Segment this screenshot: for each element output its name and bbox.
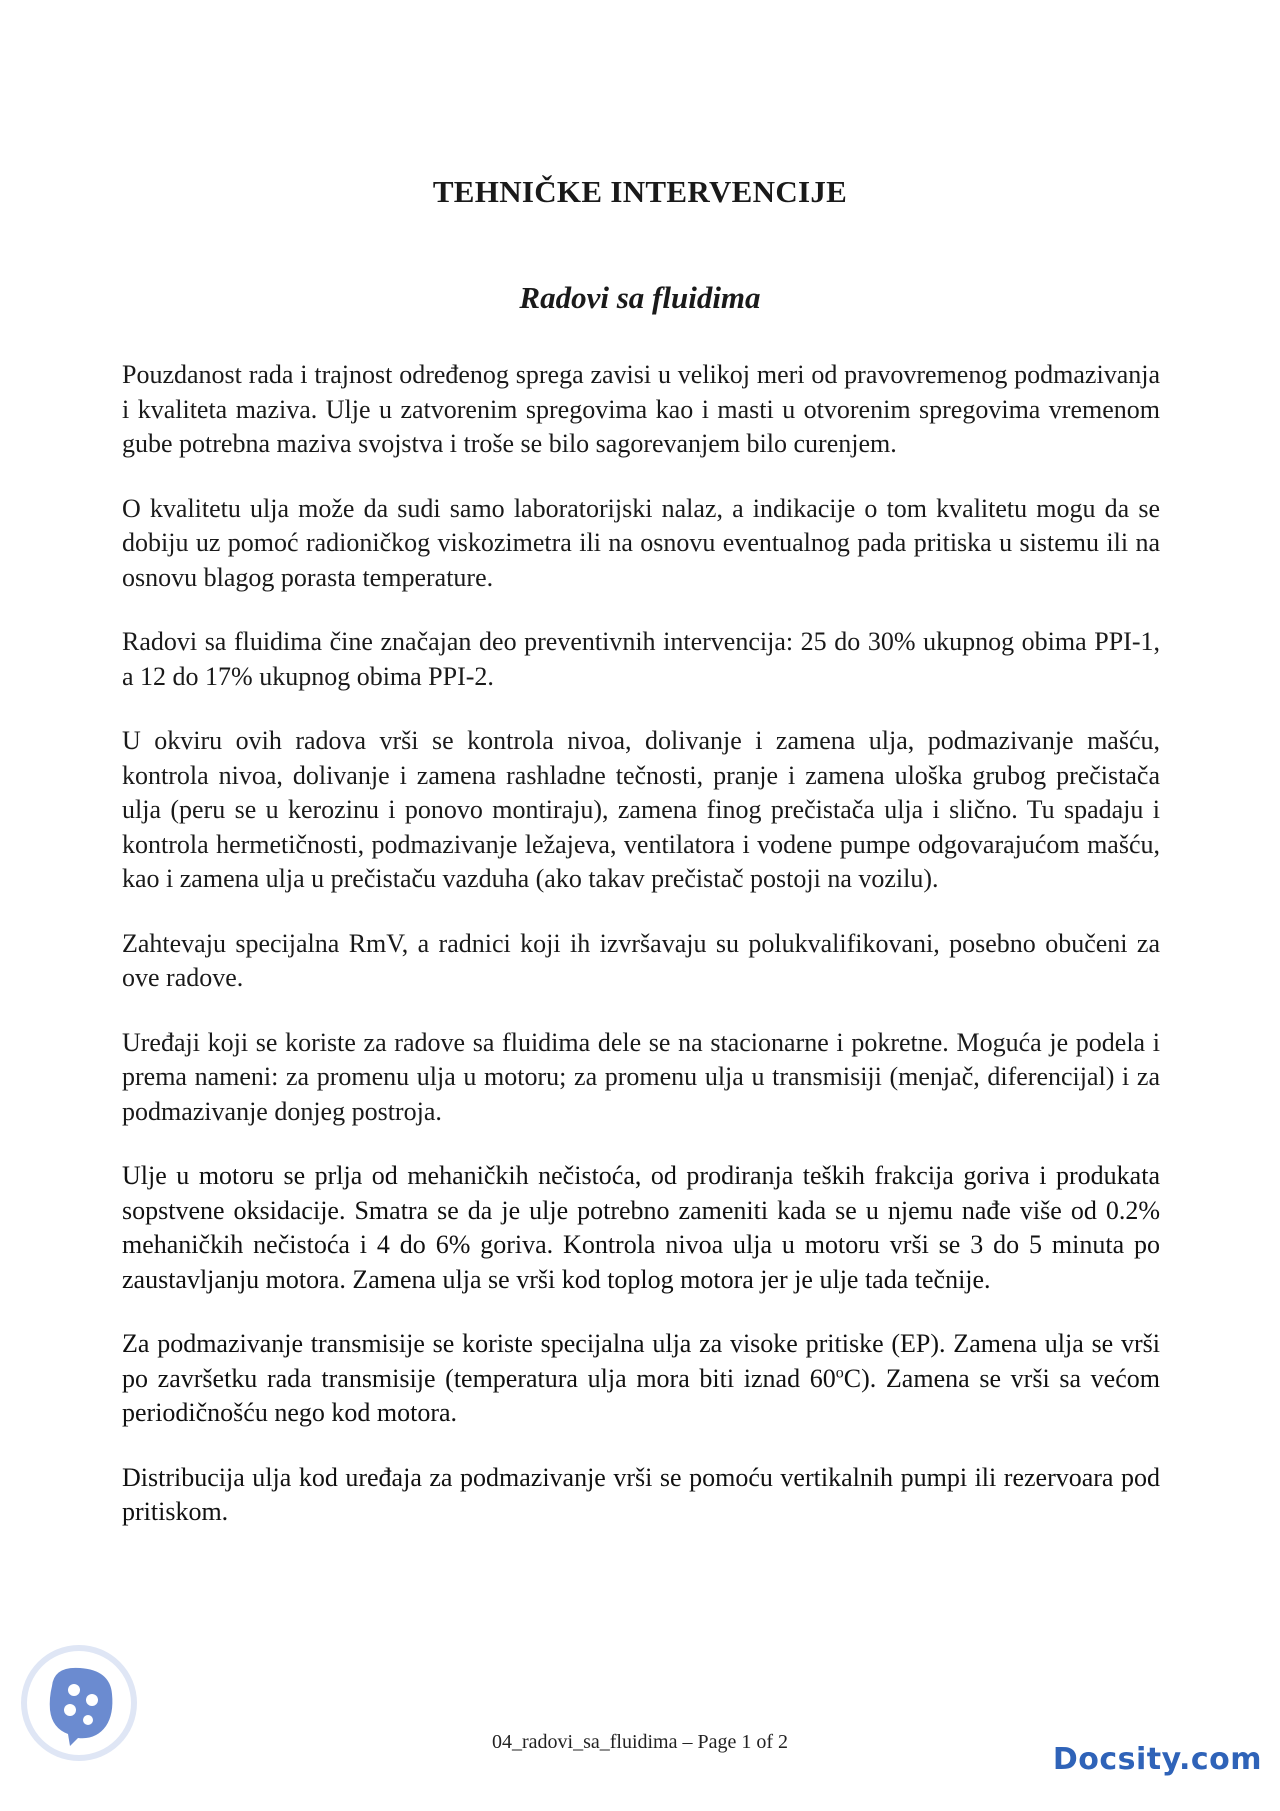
paragraph: U okviru ovih radova vrši se kontrola nivoa, dolivanje i zamena ulja, podmazivanje mašću, kontrola nivoa, dolivanje i zamena rashladne tečnosti, pranje i zamena uloška grubog prečistača ulja (peru se u kerozinu i ponovo montiraju), zamena finog prečistača ulja i slično. Tu spadaju i kontrola hermetičnosti, podmazivanje ležajeva, ventilatora i vodene pumpe odgovarajućom mašću, kao i zamena ulja u prečistaču vazduha (ako takav prečistač postoji na vozilu). (122, 726, 1160, 893)
paragraph: Radovi sa fluidima čine značajan deo preventivnih intervencija: 25 do 30% ukupnog obima PPI-1, a 12 do 17% ukupnog obima PPI-2. (122, 627, 1160, 691)
paragraph: Ulje u motoru se prlja od mehaničkih nečistoća, od prodiranja teških frakcija goriva i produkata sopstvene oksidacije. Smatra se da je ulje potrebno zameniti kada se u njemu nađe više od 0.2% mehaničkih nečistoća i 4 do 6% goriva. Kontrola nivoa ulja u motoru vrši se 3 do 5 minuta po zaustavljanju motora. Zamena ulja se vrši kod toplog motora jer je ulje tada tečnije. (122, 1161, 1160, 1294)
document-body (122, 358, 1160, 1560)
paragraph: Pouzdanost rada i trajnost određenog sprega zavisi u velikoj meri od pravovremenog podmazivanja i kvaliteta maziva. Ulje u zatvorenim spregovima kao i masti u otvorenim spregovima vremenom gube potrebna maziva svojstva i troše se bilo sagorevanjem bilo curenjem. (122, 360, 1160, 458)
page-footer: 04_radovi_sa_fluidima – Page 1 of 2 (491, 1731, 789, 1753)
paragraph: Distribucija ulja kod uređaja za podmazivanje vrši se pomoću vertikalnih pumpi ili rezervoara pod pritiskom. (122, 1462, 1160, 1526)
paragraph-text-part: C). Zamena se vrši sa većom periodičnošću nego kod motora. (122, 1363, 1160, 1427)
docsity-logo-icon[interactable] (18, 1642, 140, 1764)
paragraph-text-part: Za podmazivanje transmisije se koriste specijalna ulja za visoke pritiske (EP). Zamena ulja se vrši po završetku rada transmisije (temperatura ulja mora biti iznad 60 (122, 1329, 1160, 1393)
docsity-brand-link[interactable]: Docsity.com (1052, 1742, 1262, 1777)
paragraph: Zahtevaju specijalna RmV, a radnici koji ih izvršavaju su polukvalifikovani, posebno obučeni za ove radove. (122, 928, 1160, 992)
paragraph: O kvalitetu ulja može da sudi samo laboratorijski nalaz, a indikacije o tom kvalitetu mogu da se dobiju uz pomoć radioničkog viskozimetra ili na osnovu eventualnog pada pritiska u sistemu ili na osnovu blagog porasta temperature. (122, 493, 1160, 592)
degree-superscript: o (835, 1363, 844, 1381)
paragraph-transmission (122, 1327, 1160, 1431)
paragraph: Uređaji koji se koriste za radove sa fluidima dele se na stacionarne i pokretne. Moguća je podela i prema nameni: za promenu ulja u motoru; za promenu ulja u transmisiji (menjač, diferencijal) i za podmazivanje donjeg postroja. (122, 1027, 1160, 1126)
document-title: TEHNIČKE INTERVENCIJE (432, 174, 848, 209)
document-subtitle: Radovi sa fluidima (519, 280, 761, 315)
